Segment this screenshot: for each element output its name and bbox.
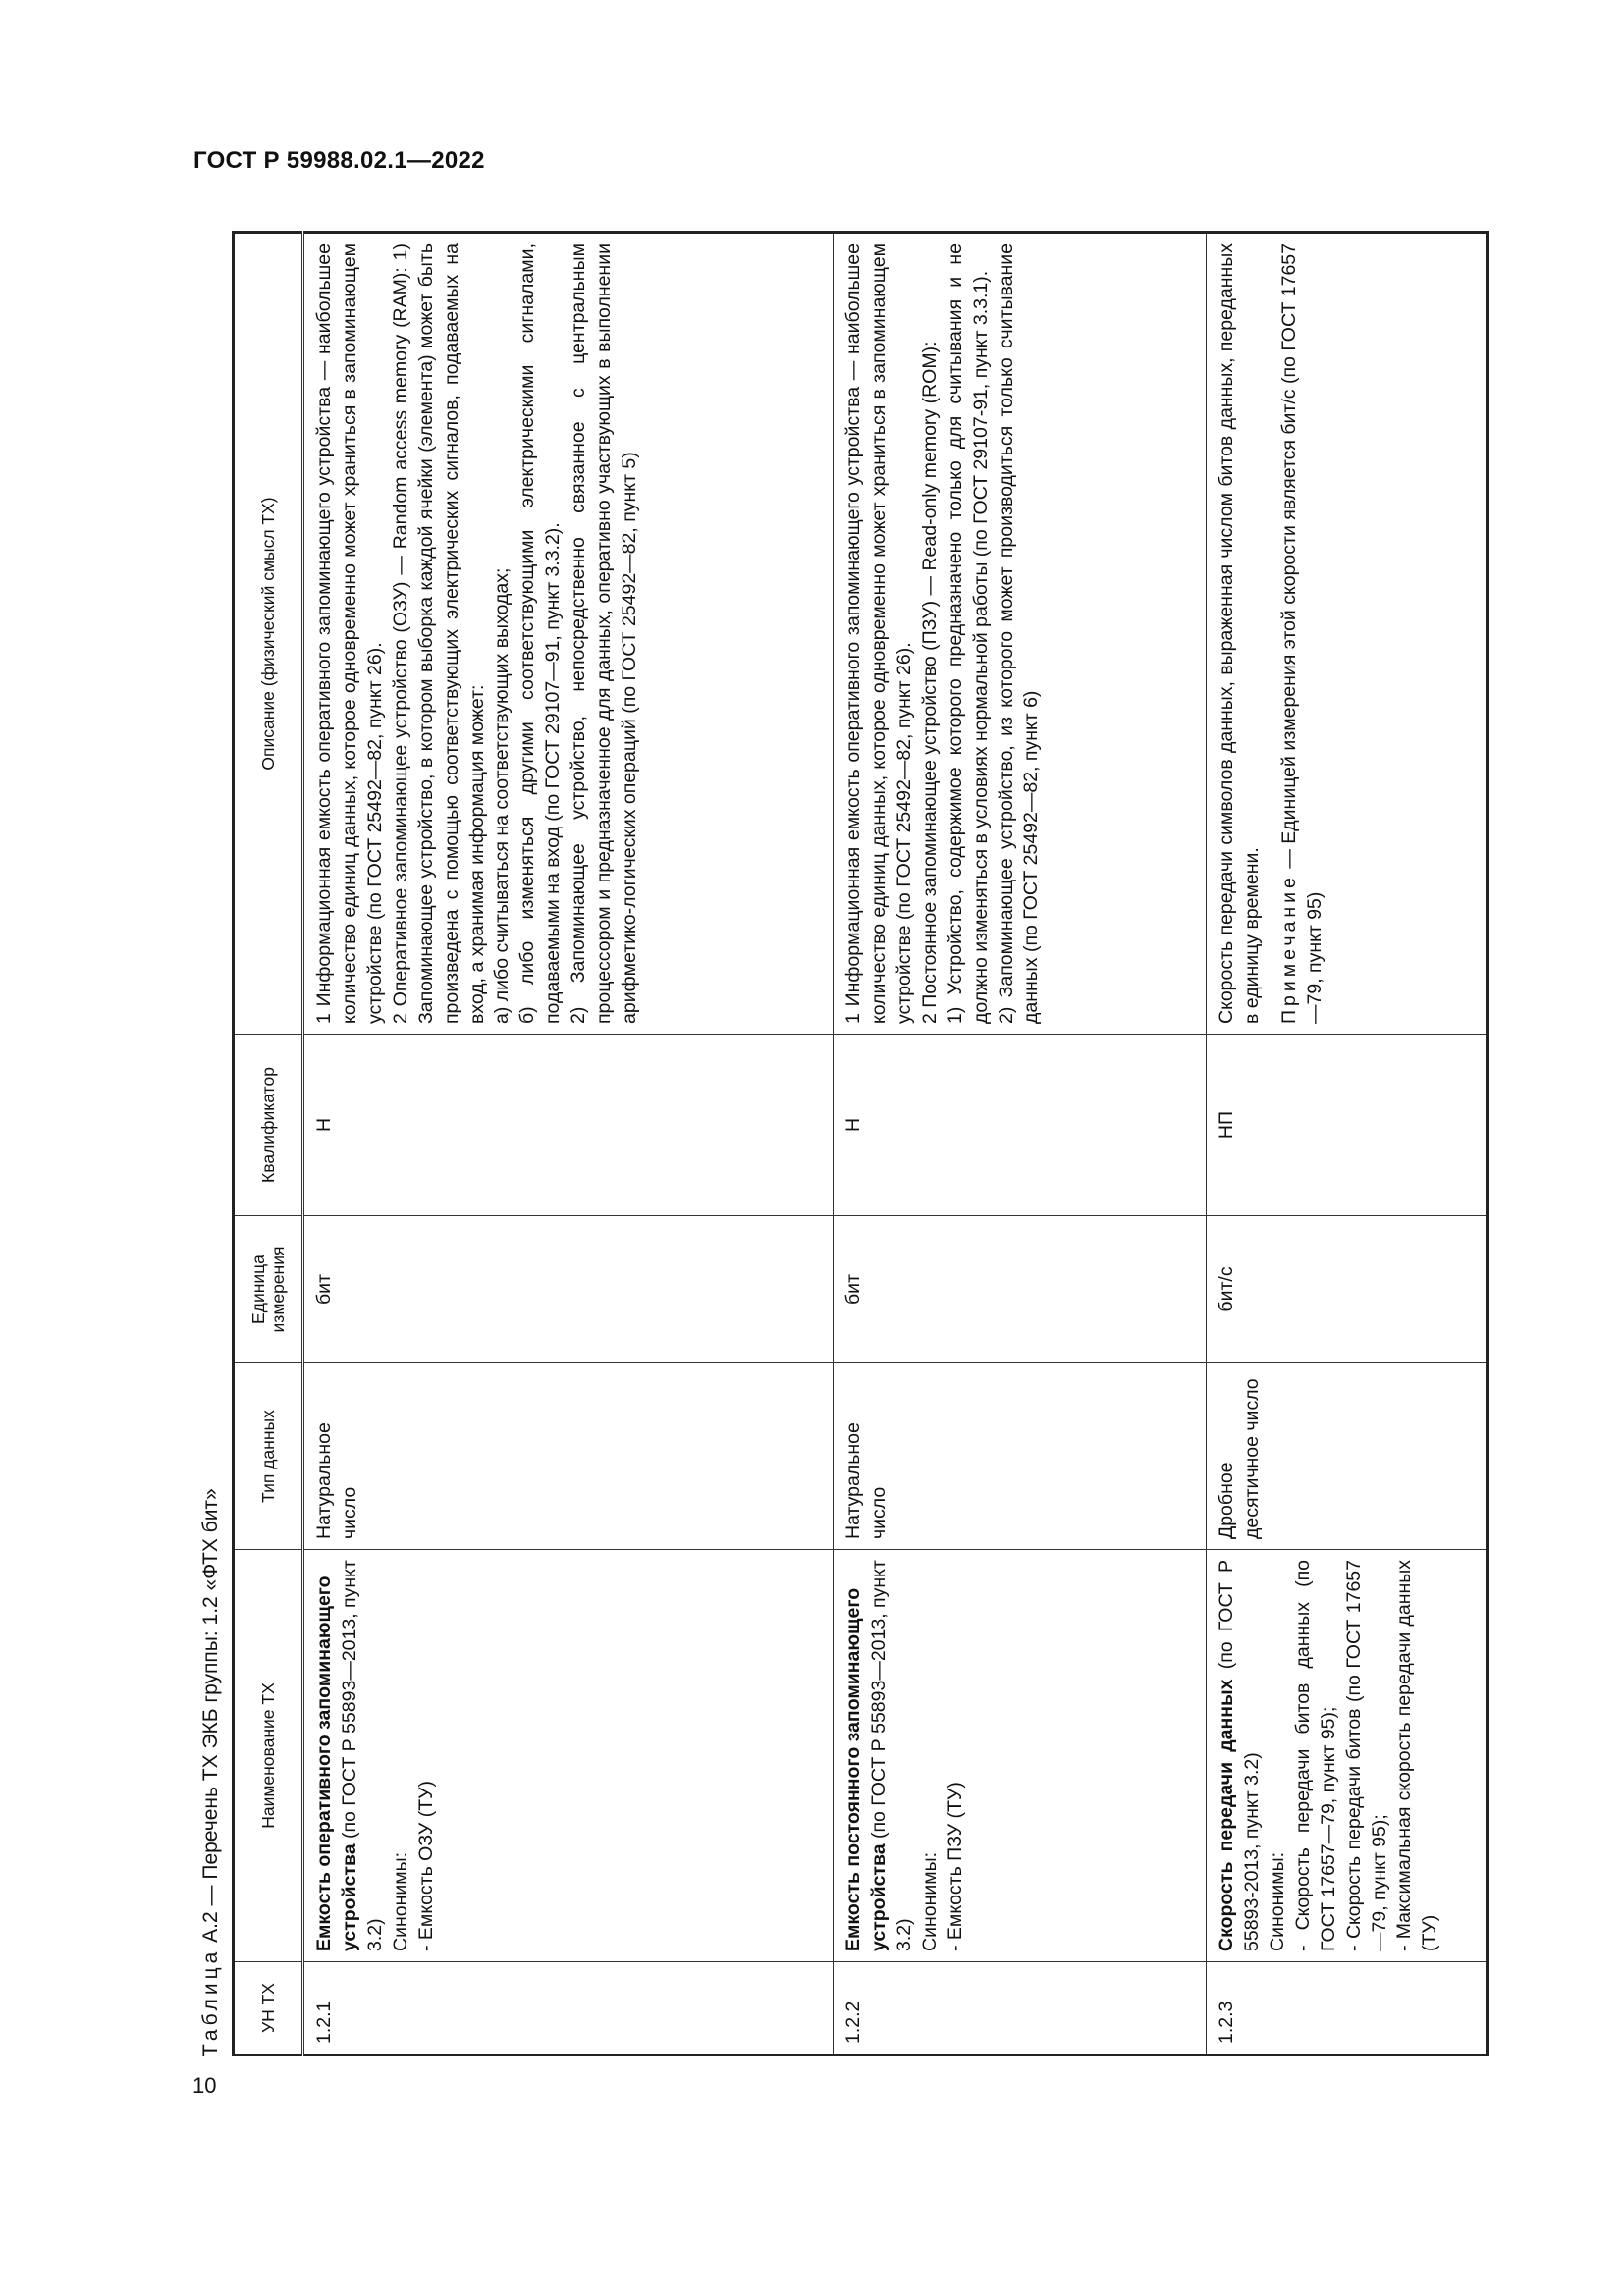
description-line: 1) Устройство, содержимое которого предназначено только для считывания и не должно изменяться в условиях нормальной работы (по ГОСТ 29107-91, пункт 3.3.1). <box>944 243 992 1024</box>
cell-name <box>1207 1550 1488 1962</box>
table-caption <box>196 1488 226 2056</box>
description-line: 2 Постоянное запоминающее устройство (ПЗУ) — Read-only memory (ROM): <box>918 341 941 1024</box>
characteristic-name: Скорость передачи данных <box>1216 1679 1237 1951</box>
synonyms-label: Синонимы: <box>1266 1851 1288 1951</box>
characteristic-name: Емкость постоянного запоминающего устройства <box>842 1587 890 1951</box>
synonyms-label: Синонимы: <box>918 1851 941 1951</box>
header-unit: Единица измерения <box>234 1216 303 1363</box>
synonym-item: - Скорость передачи битов (по ГОСТ 17657—79, пункт 95); <box>1342 1560 1390 1951</box>
description-line: Скорость передачи символов данных, выраженная числом битов данных, переданных в единицу времени. <box>1216 243 1263 1024</box>
description-line: 1 Информационная емкость оперативного запоминающего устройства — наибольшее количество единиц данных, которое одновременно может храниться в запоминающем устройстве (по ГОСТ 25492—82, пункт 26). <box>842 243 915 1024</box>
caption-text: А.2 — Перечень ТХ ЭКБ группы: 1.2 «ФТХ бит» <box>199 1488 222 1949</box>
cell-qualifier: Н <box>834 1035 1207 1216</box>
header-type: Тип данных <box>234 1363 303 1550</box>
characteristic-source: (по ГОСТ Р 55893—2013, пункт 3.2) <box>867 1560 915 1951</box>
cell-unit: бит/с <box>1207 1216 1488 1363</box>
header-qualifier: Квалификатор <box>234 1035 303 1216</box>
synonyms-label: Синонимы: <box>389 1851 411 1951</box>
table-note <box>1277 243 1328 1024</box>
cell-id: 1.2.2 <box>834 1962 1207 2056</box>
synonym-item: - Емкость ОЗУ (ТУ) <box>414 1781 437 1951</box>
header-name: Наименование ТХ <box>234 1550 303 1962</box>
header-description: Описание (физический смысл ТХ) <box>234 233 303 1035</box>
cell-name <box>303 1550 834 1962</box>
synonym-item: - Скорость передачи битов данных (по ГОСТ 17657—79, пункт 95); <box>1291 1560 1339 1951</box>
table-row <box>834 233 1207 2056</box>
cell-name <box>834 1550 1207 1962</box>
table-row <box>303 233 834 2056</box>
page-number: 10 <box>192 2073 217 2098</box>
caption-word: Таблица <box>199 1948 222 2056</box>
characteristic-source: (по ГОСТ Р 55893-2013, пункт 3.2) <box>1216 1559 1263 1951</box>
description-line: б) либо изменяться другими соответствующими электрическими сигналами, подаваемыми на вход (по ГОСТ 29107—91, пункт 3.3.2). <box>516 243 565 1024</box>
cell-id: 1.2.3 <box>1207 1962 1488 2056</box>
description-line: 2) Запоминающее устройство, непосредственно связанное с центральным процессором и предназначенное для данных, оперативно участвующих в выполнении арифметико-логических операций (по ГОСТ 25492—82, пункт 5) <box>568 243 641 1024</box>
cell-type: Натуральное число <box>834 1363 1207 1550</box>
cell-type: Натуральное число <box>303 1363 834 1550</box>
cell-unit: бит <box>834 1216 1207 1363</box>
synonym-item: - Максимальная скорость передачи данных (ТУ) <box>1393 1560 1441 1951</box>
cell-qualifier: Н <box>303 1035 834 1216</box>
characteristic-source: (по ГОСТ Р 55893—2013, пункт 3.2) <box>338 1560 386 1951</box>
description-line: а) либо считываться на соответствующих выходах; <box>491 567 514 1024</box>
cell-description <box>834 233 1207 1035</box>
note-word: Примечание <box>1277 874 1300 1024</box>
rotated-table-page <box>196 231 1448 2056</box>
description-line: 2) Запоминающее устройство, из которого может производиться только считывание данных (по ГОСТ 25492—82, пункт 6) <box>995 243 1043 1024</box>
table-row <box>1207 233 1488 2056</box>
table-header-row <box>234 233 303 2056</box>
header-id: УН ТХ <box>234 1962 303 2056</box>
note-text: — Единицей измерения этой скорости является бит/с (по ГОСТ 17657—79, пункт 95) <box>1277 243 1326 1024</box>
characteristic-name: Емкость оперативного запоминающего устройства <box>313 1575 360 1951</box>
synonym-item: - Емкость ПЗУ (ТУ) <box>944 1782 966 1951</box>
cell-qualifier: НП <box>1207 1035 1488 1216</box>
document-header: ГОСТ Р 59988.02.1—2022 <box>193 147 485 174</box>
description-line: 1 Информационная емкость оперативного запоминающего устройства — наибольшее количество единиц данных, которое одновременно может храниться в запоминающем устройстве (по ГОСТ 25492—82, пункт 26). <box>313 243 386 1024</box>
cell-description <box>1207 233 1488 1035</box>
cell-description <box>303 233 834 1035</box>
cell-unit: бит <box>303 1216 834 1363</box>
characteristics-table <box>232 231 1489 2056</box>
cell-type: Дробное десятичное число <box>1207 1363 1488 1550</box>
description-line: 2 Оперативное запоминающее устройство (ОЗУ) — Random access memory (RAM): 1) Запоминающее устройство, в котором выборка каждой ячейки (элемента) может быть произведена с помощью соответствующих электрических сигналов, подаваемых на вход, а хранимая информация может: <box>389 243 488 1024</box>
cell-id: 1.2.1 <box>303 1962 834 2056</box>
